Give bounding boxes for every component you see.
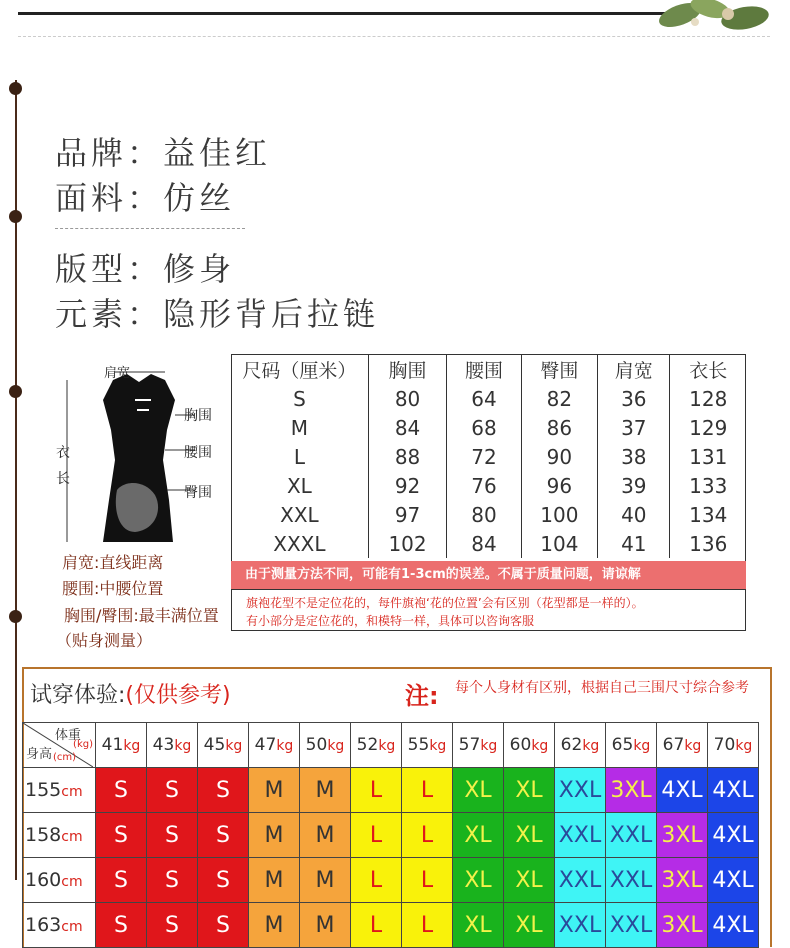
try-on-title-hint: (仅供参考) — [125, 683, 231, 708]
size-recommendation-cell: S — [198, 858, 249, 903]
size-recommendation-cell: 3XL — [657, 903, 708, 948]
size-recommendation-cell: S — [198, 813, 249, 858]
size-recommendation-cell: M — [249, 858, 300, 903]
fit-line — [55, 244, 235, 290]
size-value-cell: 84 — [368, 413, 446, 442]
size-recommendation-cell: L — [402, 813, 453, 858]
size-recommendation-cell: XL — [504, 813, 555, 858]
size-recommendation-cell: 4XL — [708, 903, 759, 948]
size-value-cell: 68 — [447, 413, 521, 442]
brand-value: 益佳红 — [163, 134, 272, 172]
corner-weight: 体重 — [54, 728, 81, 743]
size-recommendation-cell: M — [300, 903, 351, 948]
fabric-value: 仿丝 — [163, 179, 236, 217]
size-value-cell: 38 — [598, 442, 670, 471]
element-label: 元素： — [55, 295, 164, 333]
size-recommendation-cell: L — [351, 768, 402, 813]
size-recommendation-cell: M — [249, 903, 300, 948]
size-recommendation-cell: M — [249, 813, 300, 858]
height-header-cell: 158cm — [23, 813, 96, 858]
weight-header-cell: 67kg — [657, 723, 708, 768]
size-value-cell: 37 — [598, 413, 670, 442]
size-value-cell: 84 — [447, 529, 521, 558]
size-value-cell: 133 — [689, 473, 728, 498]
weight-header-cell: 60kg — [504, 723, 555, 768]
brand-line — [55, 128, 271, 174]
size-header-cell: 尺码（厘米） — [231, 354, 368, 384]
weight-header-cell: 55kg — [402, 723, 453, 768]
size-value-cell: 100 — [521, 500, 597, 529]
size-recommendation-cell: XXL — [606, 858, 657, 903]
grid-corner — [23, 723, 96, 768]
size-row — [231, 471, 746, 500]
size-value-cell: 90 — [521, 442, 597, 471]
weight-header-cell: 70kg — [708, 723, 759, 768]
height-header-cell: 155cm — [23, 768, 96, 813]
timeline-dot — [9, 82, 22, 95]
size-recommendation-cell: S — [147, 903, 198, 948]
timeline-dot — [9, 385, 22, 398]
pattern-note-line1: 旗袍花型不是定位花的，每件旗袍‘花的位置’会有区别（花型都是一样的）。 — [246, 596, 644, 610]
size-recommendation-cell: XXL — [555, 813, 606, 858]
size-row — [231, 442, 746, 471]
corner-weight-unit: (kg) — [73, 739, 93, 750]
element-value: 隐形背后拉链 — [163, 295, 380, 333]
hip-label: 臀围 — [184, 485, 212, 501]
try-on-title-label: 试穿体验: — [30, 683, 126, 708]
weight-header-cell: 41kg — [96, 723, 147, 768]
size-recommendation-cell: XL — [504, 903, 555, 948]
size-value-cell: 96 — [521, 471, 597, 500]
size-value-cell: 129 — [689, 415, 728, 440]
size-value-cell: 128 — [689, 386, 728, 411]
size-value-cell: 64 — [447, 384, 521, 413]
timeline-line — [15, 80, 17, 880]
size-value-cell: 86 — [521, 413, 597, 442]
size-value-cell: 134 — [689, 502, 728, 527]
size-value-cell: 82 — [521, 384, 597, 413]
size-value-cell: 92 — [368, 471, 446, 500]
size-recommendation-cell: XL — [504, 858, 555, 903]
note-shoulder: 肩宽:直线距离 — [62, 553, 164, 572]
element-line — [55, 289, 379, 335]
note-waist: 腰围:中腰位置 — [62, 579, 164, 598]
size-recommendation-cell: 4XL — [708, 768, 759, 813]
height-header-cell: 160cm — [23, 858, 96, 903]
size-recommendation-cell: XL — [453, 858, 504, 903]
size-recommendation-cell: S — [147, 858, 198, 903]
size-recommendation-cell: L — [402, 768, 453, 813]
size-recommendation-cell: M — [300, 858, 351, 903]
try-on-title — [30, 678, 231, 709]
weight-header-cell: 65kg — [606, 723, 657, 768]
size-recommendation-cell: L — [351, 813, 402, 858]
size-recommendation-cell: 3XL — [657, 858, 708, 903]
size-recommendation-cell: S — [96, 903, 147, 948]
size-header-cell: 衣长 — [689, 359, 728, 382]
size-recommendation-cell: S — [96, 858, 147, 903]
size-code-cell: L — [231, 442, 368, 471]
length-label-1: 衣 — [56, 445, 70, 461]
size-recommendation-cell: 4XL — [657, 768, 708, 813]
size-value-cell: 131 — [689, 444, 728, 469]
size-recommendation-cell: 3XL — [657, 813, 708, 858]
info-divider — [55, 228, 245, 229]
size-recommendation-cell: S — [96, 813, 147, 858]
height-row — [23, 768, 759, 813]
size-recommendation-cell: S — [198, 903, 249, 948]
size-recommendation-cell: M — [300, 813, 351, 858]
size-value-cell: 136 — [689, 531, 728, 556]
brand-label: 品牌： — [55, 134, 164, 172]
size-recommendation-cell: 3XL — [606, 768, 657, 813]
height-row — [23, 813, 759, 858]
size-row — [231, 384, 746, 413]
fabric-label: 面料： — [55, 179, 164, 217]
size-code-cell: M — [231, 413, 368, 442]
note-chest-hip: 胸围/臀围:最丰满位置 — [64, 606, 219, 625]
size-value-cell: 97 — [368, 500, 446, 529]
size-value-cell: 76 — [447, 471, 521, 500]
timeline-dot — [9, 210, 22, 223]
size-recommendation-cell: XXL — [606, 903, 657, 948]
pattern-note-line2: 有小部分是定位花的，和模特一样，具体可以咨询客服 — [246, 614, 535, 628]
error-warning-bar: 由于测量方法不同，可能有1-3cm的误差。不属于质量问题，请谅解 — [231, 561, 746, 589]
length-label-2: 长 — [56, 471, 70, 487]
size-code-cell: XXXL — [231, 529, 368, 558]
height-row — [23, 903, 759, 948]
note-fit: （贴身测量） — [56, 631, 153, 650]
size-recommendation-cell: XL — [453, 768, 504, 813]
weight-header-cell: 52kg — [351, 723, 402, 768]
size-code-cell: S — [231, 384, 368, 413]
size-value-cell: 36 — [598, 384, 670, 413]
size-recommendation-cell: XXL — [555, 903, 606, 948]
weight-header-cell: 43kg — [147, 723, 198, 768]
chest-label: 胸围 — [184, 408, 212, 424]
size-row — [231, 500, 746, 529]
note-text: 每个人身材有区别，根据自己三围尺寸综合参考 — [455, 680, 749, 696]
size-value-cell: 40 — [598, 500, 670, 529]
size-value-cell: 102 — [368, 529, 446, 558]
size-recommendation-cell: S — [198, 768, 249, 813]
corner-height: 身高 — [26, 747, 53, 762]
fabric-line — [55, 173, 235, 219]
size-recommendation-cell: L — [351, 903, 402, 948]
weight-header-cell: 57kg — [453, 723, 504, 768]
size-recommendation-cell: XL — [453, 813, 504, 858]
size-recommendation-cell: XL — [453, 903, 504, 948]
size-value-cell: 39 — [598, 471, 670, 500]
size-recommendation-cell: XL — [504, 768, 555, 813]
try-on-grid — [22, 722, 759, 948]
size-header-cell: 胸围 — [368, 354, 446, 384]
pattern-note-box — [231, 589, 746, 631]
timeline-dot — [9, 610, 22, 623]
size-recommendation-cell: XXL — [555, 858, 606, 903]
size-code-cell: XL — [231, 471, 368, 500]
weight-header-row — [23, 723, 759, 768]
size-recommendation-cell: S — [147, 768, 198, 813]
weight-header-cell: 50kg — [300, 723, 351, 768]
leaf-decoration-icon — [640, 0, 780, 45]
size-header-cell: 臀围 — [521, 354, 597, 384]
fit-value: 修身 — [163, 250, 236, 288]
waist-label: 腰围 — [184, 445, 212, 461]
size-row — [231, 413, 746, 442]
size-recommendation-cell: 4XL — [708, 858, 759, 903]
size-recommendation-cell: XXL — [606, 813, 657, 858]
size-recommendation-cell: L — [402, 903, 453, 948]
height-row — [23, 858, 759, 903]
height-header-cell: 163cm — [23, 903, 96, 948]
size-table — [231, 354, 746, 558]
size-header-cell: 腰围 — [447, 354, 521, 384]
size-recommendation-cell: L — [351, 858, 402, 903]
size-value-cell: 72 — [447, 442, 521, 471]
size-value-cell: 41 — [598, 529, 670, 558]
note-mark: 注: — [405, 682, 439, 710]
size-value-cell: 80 — [447, 500, 521, 529]
size-recommendation-cell: S — [147, 813, 198, 858]
size-value-cell: 80 — [368, 384, 446, 413]
size-recommendation-cell: M — [249, 768, 300, 813]
size-recommendation-cell: 4XL — [708, 813, 759, 858]
fit-label: 版型： — [55, 250, 164, 288]
size-value-cell: 88 — [368, 442, 446, 471]
size-recommendation-cell: L — [402, 858, 453, 903]
size-row — [231, 529, 746, 558]
size-code-cell: XXL — [231, 500, 368, 529]
weight-header-cell: 45kg — [198, 723, 249, 768]
top-divider — [18, 12, 668, 15]
size-table-header — [231, 354, 746, 384]
corner-height-unit: (cm) — [53, 752, 77, 763]
size-value-cell: 104 — [521, 529, 597, 558]
size-recommendation-cell: XXL — [555, 768, 606, 813]
size-recommendation-cell: M — [300, 768, 351, 813]
shoulder-label: 肩宽 — [104, 366, 131, 381]
size-header-cell: 肩宽 — [598, 354, 670, 384]
weight-header-cell: 62kg — [555, 723, 606, 768]
weight-header-cell: 47kg — [249, 723, 300, 768]
size-recommendation-cell: S — [96, 768, 147, 813]
model-portrait-image — [464, 60, 754, 340]
